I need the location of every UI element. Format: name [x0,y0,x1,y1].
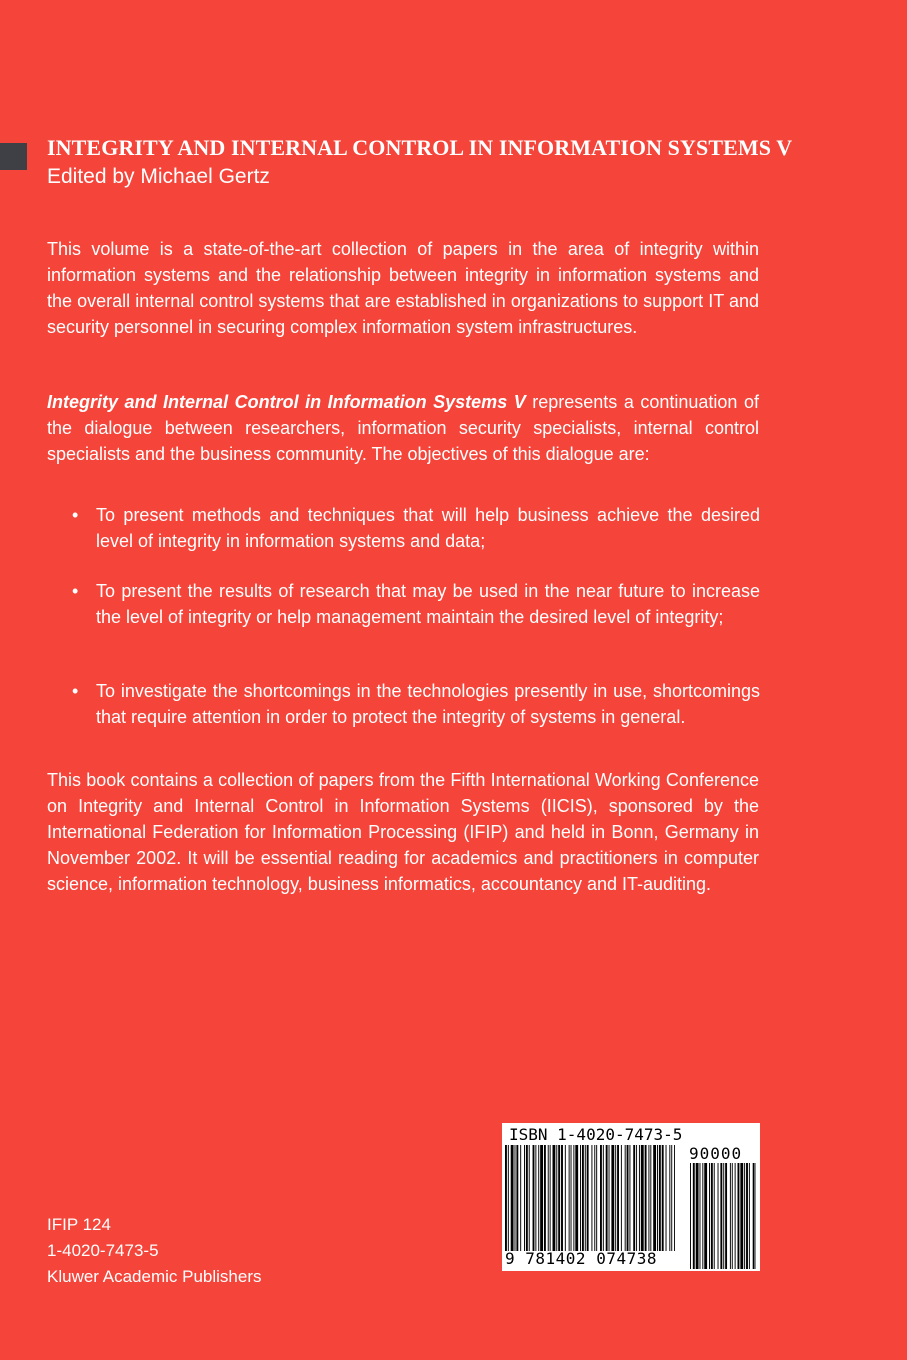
bullet-dot-icon: • [72,681,79,701]
description-paragraph-2 [47,389,759,467]
objective-text: To present the results of research that may be used in the near future to increase the level of integrity or help management maintain the desired level of integrity; [96,581,760,627]
bullet-dot-icon: • [72,505,79,525]
publisher-name: Kluwer Academic Publishers [47,1267,262,1286]
barcode-isbn-label: ISBN 1-4020-7473-5 [509,1125,683,1144]
book-title: INTEGRITY AND INTERNAL CONTROL IN INFORMATION SYSTEMS V [47,135,793,160]
description-paragraph-3: This book contains a collection of papers from the Fifth International Working Conference on Integrity and Internal Control in Information Systems (IICIS), sponsored by the International Federation for Information Processing (IFIP) and held in Bonn, Germany in November 2002. It will be essential reading for academics and practitioners in computer science, information technology, business informatics, accountancy and IT-auditing. [47,770,759,894]
description-paragraph-1: This volume is a state-of-the-art collection of papers in the area of integrity within information systems and the relationship between integrity in information systems and the overall internal control systems that are established in organizations to support IT and security personnel in securing complex information system infrastructures. [47,239,759,337]
series-number: IFIP 124 [47,1215,111,1234]
description-paragraph-2-lead: Integrity and Internal Control in Information Systems V [47,392,526,412]
book-editor: Edited by Michael Gertz [47,165,270,188]
barcode-panel [502,1123,760,1271]
objective-text: To investigate the shortcomings in the technologies presently in use, shortcomings that require attention in order to protect the integrity of systems in general. [96,681,760,727]
ean-barcode-icon [505,1145,675,1251]
barcode-price-code: 90000 [689,1144,743,1163]
addon-barcode-icon [690,1163,756,1269]
barcode-ean-digits: 9 781402 074738 [505,1249,657,1268]
bullet-dot-icon: • [72,581,79,601]
spine-edge-mark [0,143,27,170]
isbn-text: 1-4020-7473-5 [47,1241,159,1260]
objective-text: To present methods and techniques that will help business achieve the desired level of integrity in information systems and data; [96,505,760,551]
description-paragraph-2-rest: represents a continuation of the dialogue between researchers, information security specialists, internal control specialists and the business community. The objectives of this dialogue are: [47,392,759,464]
imprint-block [47,1212,261,1290]
